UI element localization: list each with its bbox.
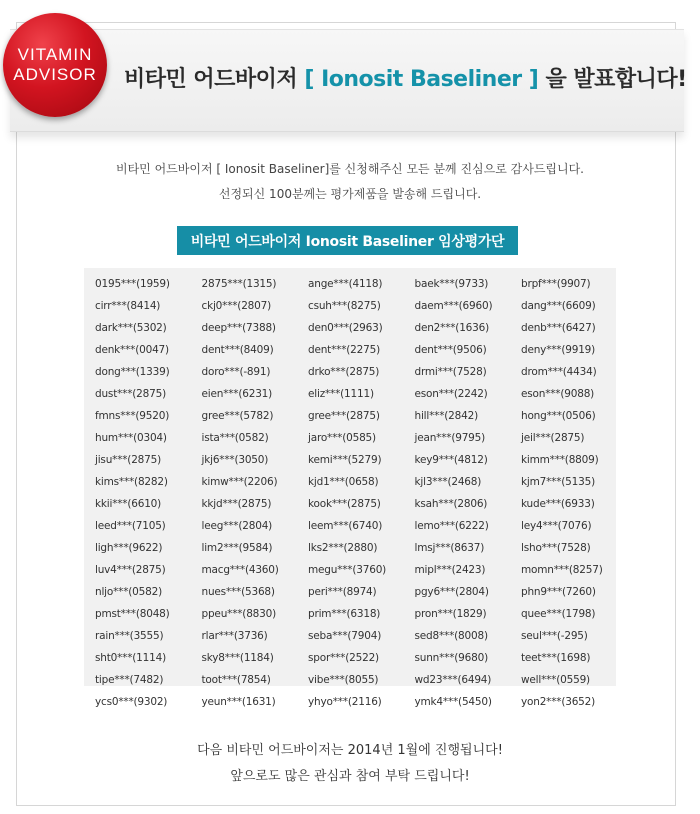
winner-entry: deny***(9919) — [521, 344, 596, 356]
winner-entry: kude***(6933) — [521, 498, 595, 510]
winner-entry: lsho***(7528) — [521, 542, 591, 554]
winner-entry: seul***(-295) — [521, 630, 588, 642]
winner-entry: hill***(2842) — [414, 410, 478, 422]
winner-entry: nues***(5368) — [201, 586, 275, 598]
winner-entry: dent***(9506) — [414, 344, 487, 356]
winner-entry: ley4***(7076) — [521, 520, 592, 532]
winner-entry: vibe***(8055) — [308, 674, 379, 686]
winner-entry: kjm7***(5135) — [521, 476, 595, 488]
winner-entry: gree***(5782) — [201, 410, 274, 422]
winner-entry: quee***(1798) — [521, 608, 596, 620]
winner-entry: rlar***(3736) — [201, 630, 268, 642]
winner-entry: lim2***(9584) — [201, 542, 273, 554]
winner-entry: kjl3***(2468) — [414, 476, 482, 488]
winner-entry: seba***(7904) — [308, 630, 382, 642]
winner-entry: eson***(2242) — [414, 388, 488, 400]
winner-entry: ymk4***(5450) — [414, 696, 492, 708]
winner-entry: cirr***(8414) — [95, 300, 161, 312]
winner-list — [95, 273, 615, 713]
winner-entry: pron***(1829) — [414, 608, 487, 620]
winner-entry: brpf***(9907) — [521, 278, 591, 290]
winner-entry: momn***(8257) — [521, 564, 603, 576]
winner-entry: ckj0***(2807) — [201, 300, 272, 312]
winner-entry: deep***(7388) — [201, 322, 276, 334]
winner-entry: denk***(0047) — [95, 344, 169, 356]
winner-entry: megu***(3760) — [308, 564, 387, 576]
winner-entry: sunn***(9680) — [414, 652, 488, 664]
winner-entry: kkii***(6610) — [95, 498, 162, 510]
winner-entry: jisu***(2875) — [95, 454, 162, 466]
winner-list-title: 비타민 어드바이저 Ionosit Baseliner 임상평가단 — [177, 226, 518, 255]
winner-entry: dust***(2875) — [95, 388, 166, 400]
winner-entry: mipl***(2423) — [414, 564, 486, 576]
winner-entry: lks2***(2880) — [308, 542, 378, 554]
winner-entry: ycs0***(9302) — [95, 696, 168, 708]
winner-entry: lmsj***(8637) — [414, 542, 485, 554]
winner-entry: tipe***(7482) — [95, 674, 164, 686]
winner-entry: phn9***(7260) — [521, 586, 596, 598]
vitamin-advisor-logo — [3, 13, 107, 117]
closing-text — [0, 738, 700, 790]
winner-entry: lemo***(6222) — [414, 520, 489, 532]
winner-entry: kims***(8282) — [95, 476, 168, 488]
winner-entry: kjd1***(0658) — [308, 476, 379, 488]
winner-entry: kimm***(8809) — [521, 454, 599, 466]
winner-entry: fmns***(9520) — [95, 410, 170, 422]
logo-text-line1: VITAMIN — [17, 45, 93, 64]
winner-entry: ksah***(2806) — [414, 498, 488, 510]
winner-entry: jean***(9795) — [414, 432, 486, 444]
winner-entry: luv4***(2875) — [95, 564, 166, 576]
intro-text — [0, 157, 700, 207]
winner-entry: ista***(0582) — [201, 432, 269, 444]
winner-entry: eliz***(1111) — [308, 388, 374, 400]
winner-entry: rain***(3555) — [95, 630, 164, 642]
winner-entry: eson***(9088) — [521, 388, 595, 400]
winner-entry: ppeu***(8830) — [201, 608, 277, 620]
winner-entry: hong***(0506) — [521, 410, 596, 422]
winner-entry: macg***(4360) — [201, 564, 279, 576]
intro-line-2: 선정되신 100분께는 평가제품을 발송해 드립니다. — [218, 187, 482, 201]
winner-entry: drmi***(7528) — [414, 366, 487, 378]
winner-entry: leem***(6740) — [308, 520, 383, 532]
winner-entry: dang***(6609) — [521, 300, 596, 312]
title-product: [ Ionosit Baseliner ] — [304, 67, 539, 92]
winner-entry: ligh***(9622) — [95, 542, 163, 554]
winner-entry: sky8***(1184) — [201, 652, 274, 664]
winner-entry: den2***(1636) — [414, 322, 490, 334]
winner-entry: prim***(6318) — [308, 608, 381, 620]
winner-entry: sht0***(1114) — [95, 652, 166, 664]
winner-entry: 2875***(1315) — [201, 278, 277, 290]
winner-entry: spor***(2522) — [308, 652, 379, 664]
winner-entry: hum***(0304) — [95, 432, 167, 444]
winner-entry: pgy6***(2804) — [414, 586, 489, 598]
winner-entry: den0***(2963) — [308, 322, 383, 334]
winner-entry: yon2***(3652) — [521, 696, 596, 708]
winner-entry: kemi***(5279) — [308, 454, 382, 466]
page-title — [124, 62, 687, 93]
winner-entry: toot***(7854) — [201, 674, 271, 686]
winner-entry: doro***(-891) — [201, 366, 271, 378]
winner-entry: daem***(6960) — [414, 300, 493, 312]
winner-entry: kook***(2875) — [308, 498, 381, 510]
winner-entry: dent***(8409) — [201, 344, 274, 356]
winner-entry: drko***(2875) — [308, 366, 380, 378]
winner-entry: dark***(5302) — [95, 322, 167, 334]
winner-entry: yeun***(1631) — [201, 696, 276, 708]
winner-entry: well***(0559) — [521, 674, 590, 686]
winner-entry: nljo***(0582) — [95, 586, 162, 598]
winner-entry: 0195***(1959) — [95, 278, 170, 290]
winner-entry: dent***(2275) — [308, 344, 380, 356]
winner-entry: peri***(8974) — [308, 586, 377, 598]
winner-entry: kimw***(2206) — [201, 476, 278, 488]
winner-entry: jkj6***(3050) — [201, 454, 269, 466]
closing-line-1: 다음 비타민 어드바이저는 2014년 1월에 진행됩니다! — [197, 743, 503, 758]
intro-line-1: 비타민 어드바이저 [ Ionosit Baseliner]를 신청해주신 모든 분께 진심으로 감사드립니다. — [115, 162, 585, 176]
winner-entry: eien***(6231) — [201, 388, 273, 400]
winner-entry: leeg***(2804) — [201, 520, 273, 532]
title-suffix: 을 발표합니다! — [545, 67, 687, 92]
winner-entry: ange***(4118) — [308, 278, 383, 290]
winner-entry: yhyo***(2116) — [308, 696, 382, 708]
winner-entry: leed***(7105) — [95, 520, 166, 532]
winner-entry: teet***(1698) — [521, 652, 591, 664]
title-prefix: 비타민 어드바이저 — [124, 67, 298, 92]
winner-entry: gree***(2875) — [308, 410, 380, 422]
winner-entry: denb***(6427) — [521, 322, 596, 334]
winner-entry: baek***(9733) — [414, 278, 489, 290]
winner-entry: dong***(1339) — [95, 366, 170, 378]
winner-entry: pmst***(8048) — [95, 608, 170, 620]
winner-entry: wd23***(6494) — [414, 674, 492, 686]
winner-entry: drom***(4434) — [521, 366, 597, 378]
closing-line-2: 앞으로도 많은 관심과 참여 부탁 드립니다! — [230, 769, 470, 784]
logo-text-line2: ADVISOR — [13, 65, 97, 84]
winner-entry: jeil***(2875) — [521, 432, 585, 444]
winner-entry: sed8***(8008) — [414, 630, 488, 642]
winner-entry: key9***(4812) — [414, 454, 488, 466]
winner-entry: csuh***(8275) — [308, 300, 381, 312]
winner-entry: kkjd***(2875) — [201, 498, 272, 510]
winner-entry: jaro***(0585) — [308, 432, 376, 444]
